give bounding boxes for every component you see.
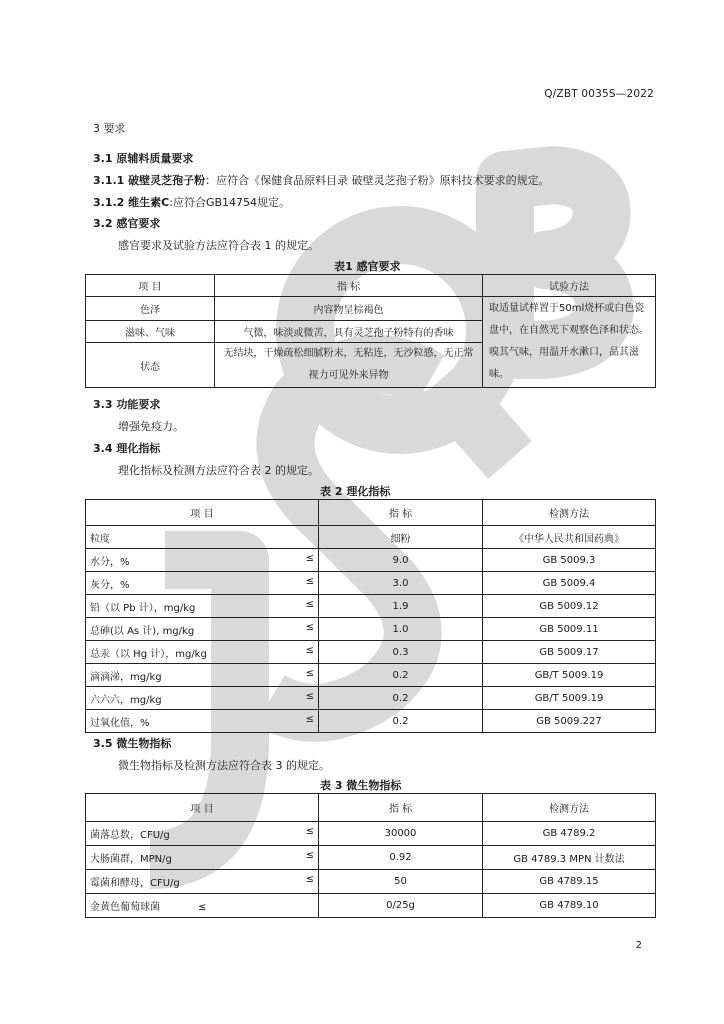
table3-item [86,870,319,894]
table3-method: GB 4789.2 [483,822,656,846]
section-3-3-heading: 3.3 功能要求 [93,398,161,411]
table2-item-label: 过氧化值，% [90,717,150,729]
le-symbol: ≤ [305,644,314,656]
table2-index: 0.2 [319,710,483,733]
table3-index: 30000 [319,822,483,846]
table2-method: GB 5009.3 [483,549,656,572]
le-symbol: ≤ [305,874,314,885]
table2-item [86,549,319,572]
table2-item [86,595,319,618]
page-number: 2 [635,940,642,951]
le-symbol: ≤ [305,598,314,610]
table2-item [86,687,319,710]
table1-caption: 表1 感官要求 [334,260,401,273]
table1-index: 气微，味淡或微苦，具有灵芝孢子粉特有的香味 [215,321,483,343]
table3-item [86,894,319,918]
section-3-2-text: 感官要求及试验方法应符合表 1 的规定。 [118,239,319,252]
le-symbol: ≤ [305,826,314,837]
table2-method: 《中华人民共和国药典》 [483,526,656,549]
table1-index: 内容物呈棕褐色 [215,297,483,321]
section-3-3-text: 增强免疫力。 [118,420,184,433]
section-3-1-2 [93,194,290,210]
document-code: Q/ZBT 0035S—2022 [544,88,654,100]
table2-method: GB/T 5009.19 [483,664,656,687]
table2-item [86,710,319,733]
table2-item-label: 滴滴涕，mg/kg [90,671,162,683]
table3-item-label: 霉菌和酵母，CFU/g [90,878,180,889]
table2-index: 0.2 [319,664,483,687]
section-3-4-text: 理化指标及检测方法应符合表 2 的规定。 [118,464,319,477]
table2-index: 细粉 [319,526,483,549]
section-3-1-1-title: 3.1.1 破壁灵芝孢子粉 [93,174,206,187]
table3-index: 0.92 [319,846,483,870]
table1-index: 无结块，干燥疏松细腻粉末，无粘连，无沙粒感，无正常视力可见外来异物 [215,343,483,388]
table2-index: 0.2 [319,687,483,710]
table2-header-item: 项 目 [86,500,319,526]
table3-method: GB 4789.15 [483,870,656,894]
table1-item: 状态 [86,343,215,388]
section-3-1-heading: 3.1 原辅料质量要求 [93,152,194,165]
table3-item [86,846,319,870]
table2-index: 1.0 [319,618,483,641]
le-symbol: ≤ [305,621,314,633]
table3-index: 50 [319,870,483,894]
table2-method: GB 5009.12 [483,595,656,618]
table-row [86,894,656,918]
section-3-4-heading: 3.4 理化指标 [93,442,161,455]
table-row [86,870,656,894]
table-row [86,664,656,687]
table2-item-label: 铅（以 Pb 计），mg/kg [90,602,196,614]
table-row [86,549,656,572]
le-symbol: ≤ [305,575,314,587]
table3-method: GB 4789.3 MPN 计数法 [483,846,656,870]
le-symbol: ≤ [305,667,314,679]
table2-index: 1.9 [319,595,483,618]
table1-item: 色泽 [86,297,215,321]
section-3-1-2-title: 3.1.2 维生素C [93,196,170,209]
table3-item-label: 菌落总数，CFU/g [90,830,170,841]
table3-item-label: 金黄色葡萄球菌 [90,902,160,913]
table2-physicochemical [85,499,656,733]
table1-method: 取适量试样置于50ml烧杯或白色瓷盘中，在自然光下观察色泽和状态。嗅其气味，用温开水漱口，品其滋味。 [483,297,656,388]
le-symbol: ≤ [305,690,314,702]
section-3-1-2-text: :应符合GB14754规定。 [169,196,291,209]
table2-item-label: 灰分，% [90,579,130,591]
table-row [86,297,656,321]
table2-item [86,572,319,595]
table1-header-method: 试验方法 [483,275,656,297]
table3-microbiological [85,793,656,918]
table2-item-label: 水分，% [90,556,130,568]
table2-header-index: 指 标 [319,500,483,526]
table2-method: GB/T 5009.19 [483,687,656,710]
table2-index: 0.3 [319,641,483,664]
table3-header-index: 指 标 [319,794,483,822]
table2-item [86,526,319,549]
table-row [86,526,656,549]
section-3-1-1-text: ：应符合《保健食品原料目录 破壁灵芝孢子粉》原料技术要求的规定。 [205,174,550,187]
table3-header-method: 检测方法 [483,794,656,822]
table3-caption: 表 3 微生物指标 [320,779,402,792]
table2-item [86,641,319,664]
table-row [86,846,656,870]
table2-header-method: 检测方法 [483,500,656,526]
table3-item-label: 大肠菌群，MPN/g [90,854,172,865]
table-row [86,687,656,710]
section-3-2-heading: 3.2 感官要求 [93,217,161,230]
table2-method: GB 5009.227 [483,710,656,733]
table2-caption: 表 2 理化指标 [320,485,391,498]
table3-header-item: 项 目 [86,794,319,822]
table2-item-label: 六六六，mg/kg [90,694,162,706]
table-row [86,822,656,846]
table2-method: GB 5009.11 [483,618,656,641]
table3-index: 0/25g [319,894,483,918]
table1-header-item: 项 目 [86,275,215,297]
table3-item [86,822,319,846]
le-symbol: ≤ [198,902,207,913]
table2-method: GB 5009.4 [483,572,656,595]
section-3-heading: 3 要求 [93,122,126,135]
table2-item [86,618,319,641]
table2-index: 9.0 [319,549,483,572]
table1-sensory [85,274,656,388]
table3-method: GB 4789.10 [483,894,656,918]
table1-item: 滋味、气味 [86,321,215,343]
table2-item [86,664,319,687]
le-symbol: ≤ [305,850,314,861]
table2-index: 3.0 [319,572,483,595]
section-3-1-1 [93,172,550,188]
table2-item-label: 粒度 [90,533,110,545]
table-row [86,618,656,641]
table-row [86,641,656,664]
section-3-5-heading: 3.5 微生物指标 [93,737,172,750]
le-symbol: ≤ [305,552,314,564]
table1-header-index: 指 标 [215,275,483,297]
table-row [86,710,656,733]
le-symbol: ≤ [305,713,314,725]
table2-method: GB 5009.17 [483,641,656,664]
table2-item-label: 总砷(以 As 计), mg/kg [90,625,195,637]
table2-item-label: 总汞（以 Hg 计），mg/kg [90,648,207,660]
table-row [86,595,656,618]
table-row [86,572,656,595]
section-3-5-text: 微生物指标及检测方法应符合表 3 的规定。 [118,759,330,772]
